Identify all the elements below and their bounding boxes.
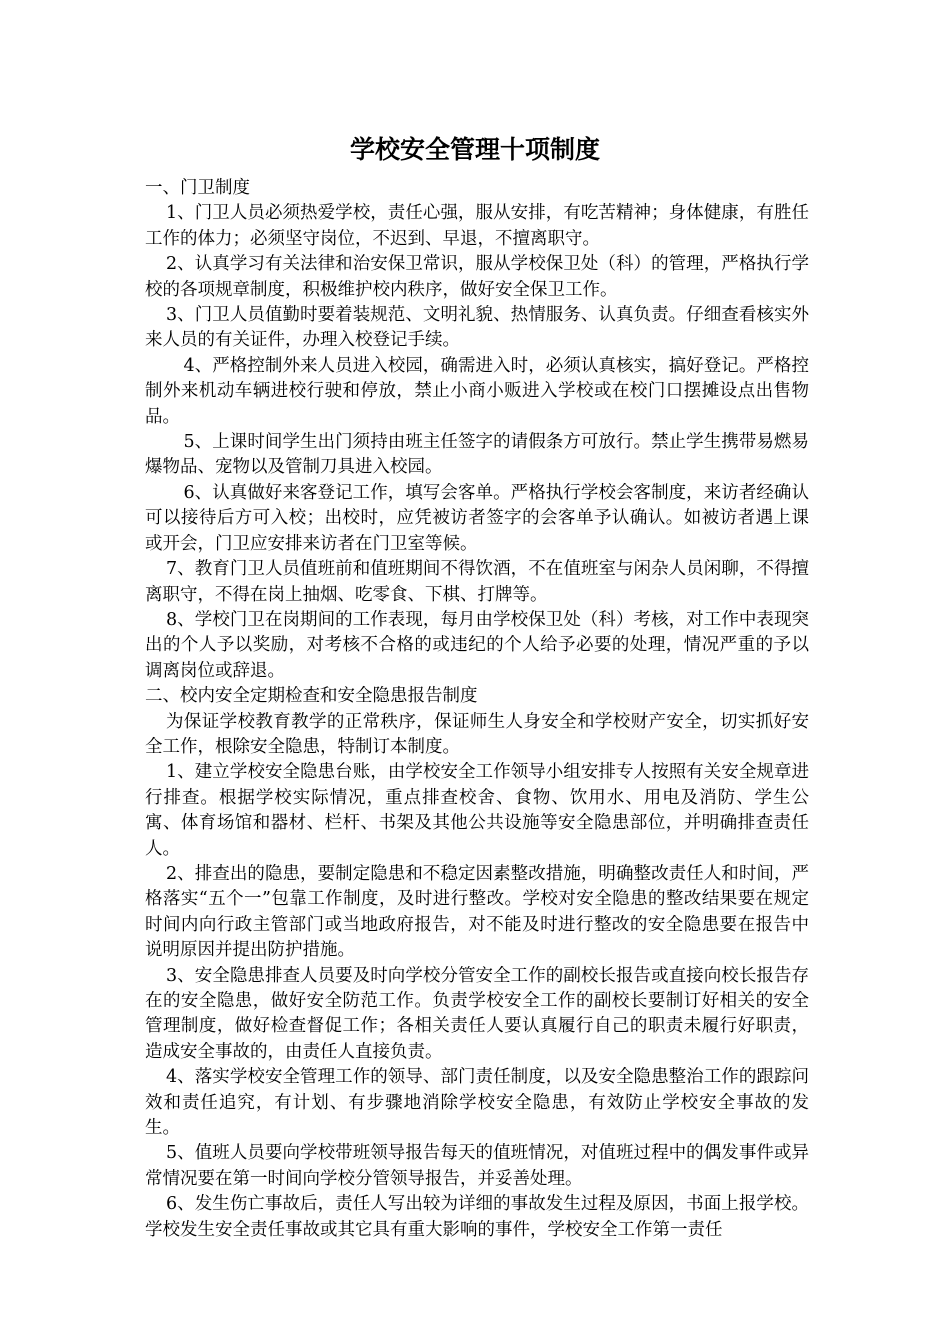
section-heading-gate: 一、门卫制度 — [145, 178, 250, 198]
paragraph-inspection-intro: 为保证学校教育教学的正常秩序，保证师生人身安全和学校财产安全，切实抓好安全工作，根除安全隐患，特制订本制度。 — [145, 711, 809, 757]
paragraph-inspection-4: 4、落实学校安全管理工作的领导、部门责任制度，以及安全隐患整治工作的跟踪问效和责任追究，有计划、有步骤地消除学校安全隐患，有效防止学校安全事故的发生。 — [145, 1067, 809, 1139]
paragraph-gate-1: 1、门卫人员必须热爱学校，责任心强，服从安排，有吃苦精神；身体健康，有胜任工作的体力；必须坚守岗位，不迟到、早退，不擅离职守。 — [145, 203, 809, 249]
paragraph-inspection-2: 2、排查出的隐患，要制定隐患和不稳定因素整改措施，明确整改责任人和时间，严格落实“五个一”包靠工作制度，及时进行整改。学校对安全隐患的整改结果要在规定时间内向行政主管部门或当地政府报告，对不能及时进行整改的安全隐患要在报告中说明原因并提出防护措施。 — [145, 863, 809, 961]
paragraph-inspection-3: 3、安全隐患排查人员要及时向学校分管安全工作的副校长报告或直接向校长报告存在的安全隐患，做好安全防范工作。负责学校安全工作的副校长要制订好相关的安全管理制度，做好检查督促工作；各相关责任人要认真履行自己的职责未履行好职责，造成安全事故的，由责任人直接负责。 — [145, 965, 809, 1062]
document-body — [145, 176, 809, 1243]
paragraph-gate-4: 4、严格控制外来人员进入校园，确需进入时，必须认真核实，搞好登记。严格控制外来机动车辆进校行驶和停放，禁止小商小贩进入学校或在校门口摆摊设点出售物品。 — [145, 355, 809, 427]
paragraph-inspection-1: 1、建立学校安全隐患台账，由学校安全工作领导小组安排专人按照有关安全规章进行排查。根据学校实际情况，重点排查校舍、食物、饮用水、用电及消防、学生公寓、体育场馆和器材、栏杆、书架及其他公共设施等安全隐患部位，并明确排查责任人。 — [145, 762, 809, 859]
paragraph-gate-2: 2、认真学习有关法律和治安保卫常识，服从学校保卫处（科）的管理，严格执行学校的各项规章制度，积极维护校内秩序，做好安全保卫工作。 — [145, 254, 809, 300]
paragraph-inspection-5: 5、值班人员要向学校带班领导报告每天的值班情况，对值班过程中的偶发事件或异常情况要在第一时间向学校分管领导报告，并妥善处理。 — [145, 1143, 809, 1189]
paragraph-gate-8: 8、学校门卫在岗期间的工作表现，每月由学校保卫处（科）考核，对工作中表现突出的个人予以奖励，对考核不合格的或违纪的个人给予必要的处理，情况严重的予以调离岗位或辞退。 — [145, 609, 809, 681]
section-heading-inspection: 二、校内安全定期检查和安全隐患报告制度 — [145, 686, 478, 707]
paragraph-inspection-6: 6、发生伤亡事故后，责任人写出较为详细的事故发生过程及原因，书面上报学校。学校发生安全责任事故或其它具有重大影响的事件，学校安全工作第一责任 — [145, 1194, 809, 1240]
paragraph-gate-7: 7、教育门卫人员值班前和值班期间不得饮酒，不在值班室与闲杂人员闲聊，不得擅离职守，不得在岗上抽烟、吃零食、下棋、打牌等。 — [145, 559, 809, 605]
paragraph-gate-6: 6、认真做好来客登记工作，填写会客单。严格执行学校会客制度，来访者经确认可以接待后方可入校；出校时，应凭被访者签字的会客单予认确认。如被访者遇上课或开会，门卫应安排来访者在门卫室等候。 — [145, 482, 809, 554]
paragraph-gate-5: 5、上课时间学生出门须持由班主任签字的请假条方可放行。禁止学生携带易燃易爆物品、宠物以及管制刀具进入校园。 — [145, 432, 809, 478]
paragraph-gate-3: 3、门卫人员值勤时要着装规范、文明礼貌、热情服务、认真负责。仔细查看核实外来人员的有关证件，办理入校登记手续。 — [145, 305, 809, 351]
document-title: 学校安全管理十项制度 — [349, 135, 600, 164]
